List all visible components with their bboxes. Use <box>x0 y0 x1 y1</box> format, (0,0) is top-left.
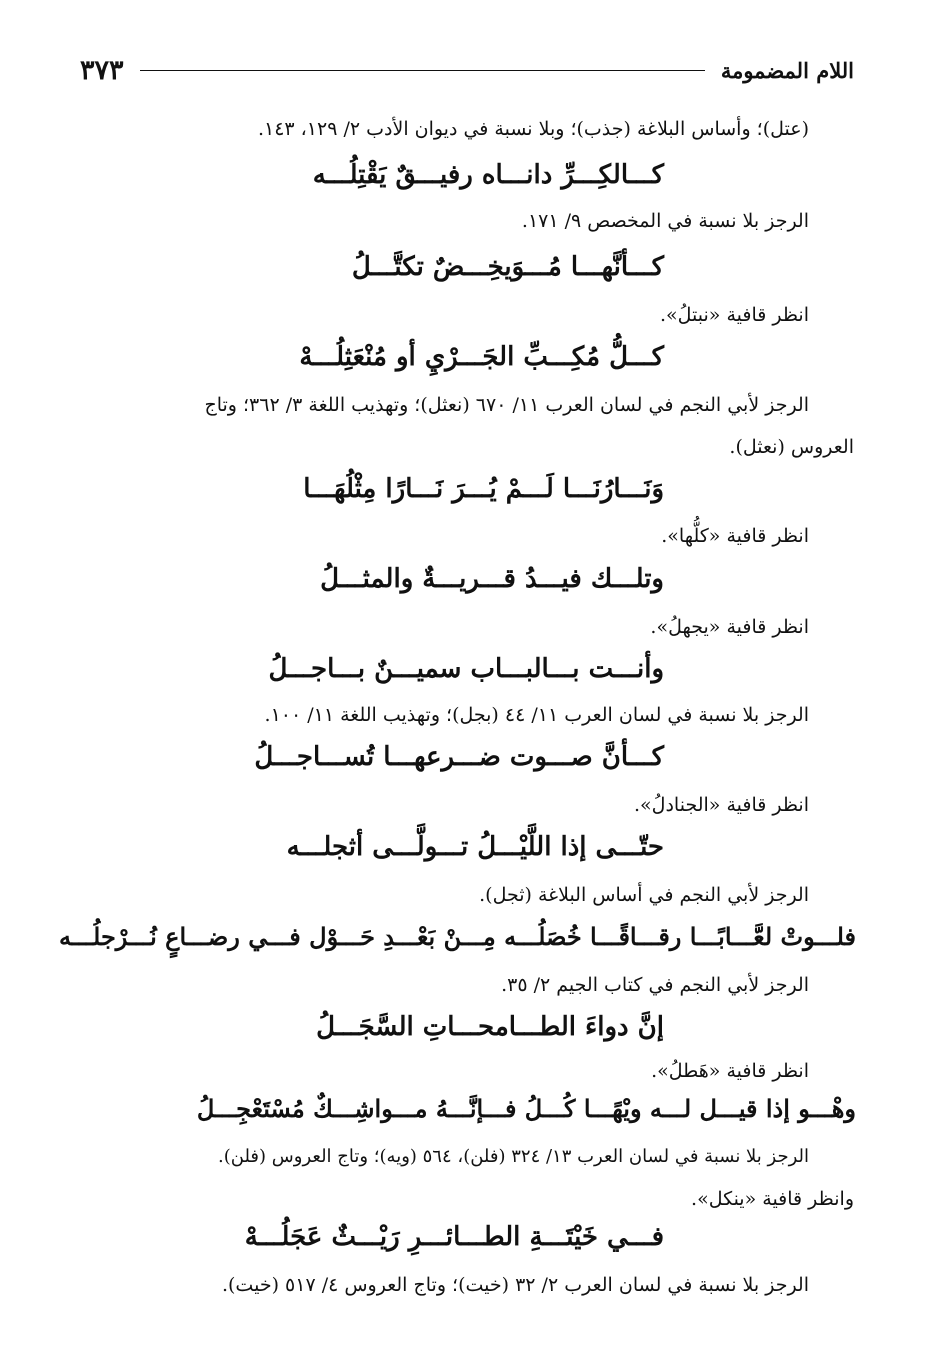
citation-line: انظر قافية «يجهلُ». <box>650 616 809 638</box>
page-number: ٣٧٣ <box>80 54 124 86</box>
citation-line: الرجز لأبي النجم في لسان العرب ١١/ ٦٧٠ (نعثل)؛ وتهذيب اللغة ٣/ ٣٦٢؛ وتاج <box>204 394 809 416</box>
verse-line: وهْـــو إذا قيـــل لـــه ويْهًـــا كُـــلُ فـــإنَّـــهُ مـــواشِـــكٌ مُسْتَعْجِـــلُ <box>196 1094 856 1123</box>
verse-line: حتّـــى إذا اللَّيْـــلُ تـــولَّـــى أثجلـــه <box>286 832 664 862</box>
citation-line: (عتل)؛ وأساس البلاغة (جذب)؛ وبلا نسبة في ديوان الأدب ٢/ ١٢٩، ١٤٣. <box>257 118 809 140</box>
citation-line: العروس (نعثل). <box>729 436 854 458</box>
citation-line: انظر قافية «هَطلُ». <box>651 1060 809 1082</box>
verse-line: فلـــوتْ لعَّـــابًـــا رقـــاقًـــا خُصَلُـــه مِـــنْ بَعْـــدِ حَـــوْل فـــي رضـــاعٍ نُـــرْجلُـــه <box>59 922 856 951</box>
verse-line: فـــي خَيْتَـــةِ الطـــائـــرِ رَيْـــثٌ عَجَلُـــهْ <box>244 1222 664 1252</box>
citation-line: الرجز بلا نسبة في المخصص ٩/ ١٧١. <box>521 210 809 232</box>
citation-line: وانظر قافية «ينكل». <box>691 1188 854 1210</box>
verse-line: وأنـــت بـــالبـــاب سميـــنٌ بـــاجـــلُ <box>268 654 664 684</box>
verse-line: كـــأنَّ صـــوت ضـــرعهـــا تُســـاجـــلُ <box>254 742 664 772</box>
citation-line: الرجز بلا نسبة في لسان العرب ١٣/ ٣٢٤ (فلن)، ٥٦٤ (ويه)؛ وتاج العروس (فلن). <box>218 1146 809 1167</box>
verse-line: وَنَـــارُنَـــا لَـــمْ يُـــرَ نَـــارًا مِثْلُهَـــا <box>303 474 664 504</box>
verse-line: كـــأنَّهـــا مُـــوَيخِـــضٌ تكتَّـــلُ <box>351 252 664 282</box>
page-header <box>80 50 854 90</box>
citation-line: الرجز بلا نسبة في لسان العرب ١١/ ٤٤ (بجل)؛ وتهذيب اللغة ١١/ ١٠٠. <box>264 704 809 726</box>
citation-line: الرجز لأبي النجم في أساس البلاغة (ثجل). <box>479 884 809 906</box>
citation-line: انظر قافية «الجنادلُ». <box>634 794 809 816</box>
citation-line: الرجز بلا نسبة في لسان العرب ٢/ ٣٢ (خيت)؛ وتاج العروس ٤/ ٥١٧ (خيت). <box>221 1274 809 1296</box>
citation-line: انظر قافية «نبتلُ». <box>659 304 809 326</box>
header-rule <box>140 70 705 71</box>
citation-line: انظر قافية «كلُّها». <box>661 525 809 547</box>
verse-line: كـــلُّ مُكِـــبِّ الجَـــرْيِ أو مُنْعَثِلُـــهْ <box>299 342 664 372</box>
verse-line: وتلـــك فيـــدُ قـــريـــةٌ والمثـــلُ <box>320 564 664 594</box>
chapter-title: اللام المضمومة <box>720 57 854 83</box>
citation-line: الرجز لأبي النجم في كتاب الجيم ٢/ ٣٥. <box>501 974 809 996</box>
verse-line: كـــالكِـــرِّ دانـــاه رفيـــقٌ يَقْتِلُـــه <box>312 160 664 190</box>
verse-line: إنَّ دواءَ الطـــامحـــاتِ السَّجَـــلُ <box>316 1012 664 1042</box>
